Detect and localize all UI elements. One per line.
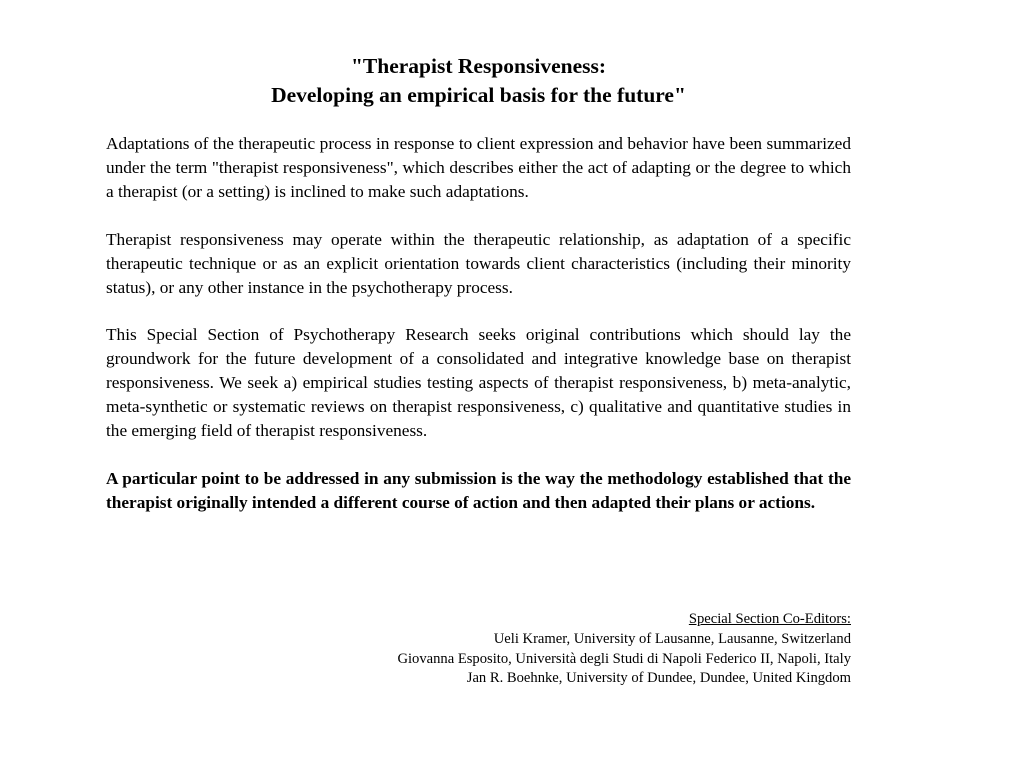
document-body [106,132,851,539]
paragraph-intro: Adaptations of the therapeutic process in response to client expression and behavior have been summarized under the term "therapist responsiveness", which describes either the act of adapting or the degree to which a therapist (or a setting) is inclined to make such adaptations. [106,134,851,201]
editor-entry: Ueli Kramer, University of Lausanne, Lausanne, Switzerland [493,630,851,647]
editor-entry: Giovanna Esposito, Università degli Studi di Napoli Federico II, Napoli, Italy [397,650,851,667]
title-line-1: "Therapist Responsiveness: [350,54,607,78]
paragraph-call: This Special Section of Psychotherapy Research seeks original contributions which should lay the groundwork for the future development of a consolidated and integrative knowledge base on therapist responsiveness. We seek a) empirical studies testing aspects of therapist responsiveness, b) meta-analytic, meta-synthetic or systematic reviews on therapist responsiveness, c) qualitative and quantitative studies in the emerging field of therapist responsiveness. [106,325,851,441]
editors-block [106,610,851,689]
paragraph-scope: Therapist responsiveness may operate within the therapeutic relationship, as adaptation of a specific therapeutic technique or as an explicit orientation towards client characteristics (including their minority status), or any other instance in the psychotherapy process. [106,229,851,297]
editors-heading: Special Section Co-Editors: [688,611,851,627]
title-line-2: Developing an empirical basis for the future" [271,83,686,107]
document-title [106,52,851,110]
editor-entry: Jan R. Boehnke, University of Dundee, Dundee, United Kingdom [466,670,851,687]
paragraph-emphasis: A particular point to be addressed in any submission is the way the methodology established that the therapist originally intended a different course of action and then adapted their plans or actions. [106,468,851,512]
